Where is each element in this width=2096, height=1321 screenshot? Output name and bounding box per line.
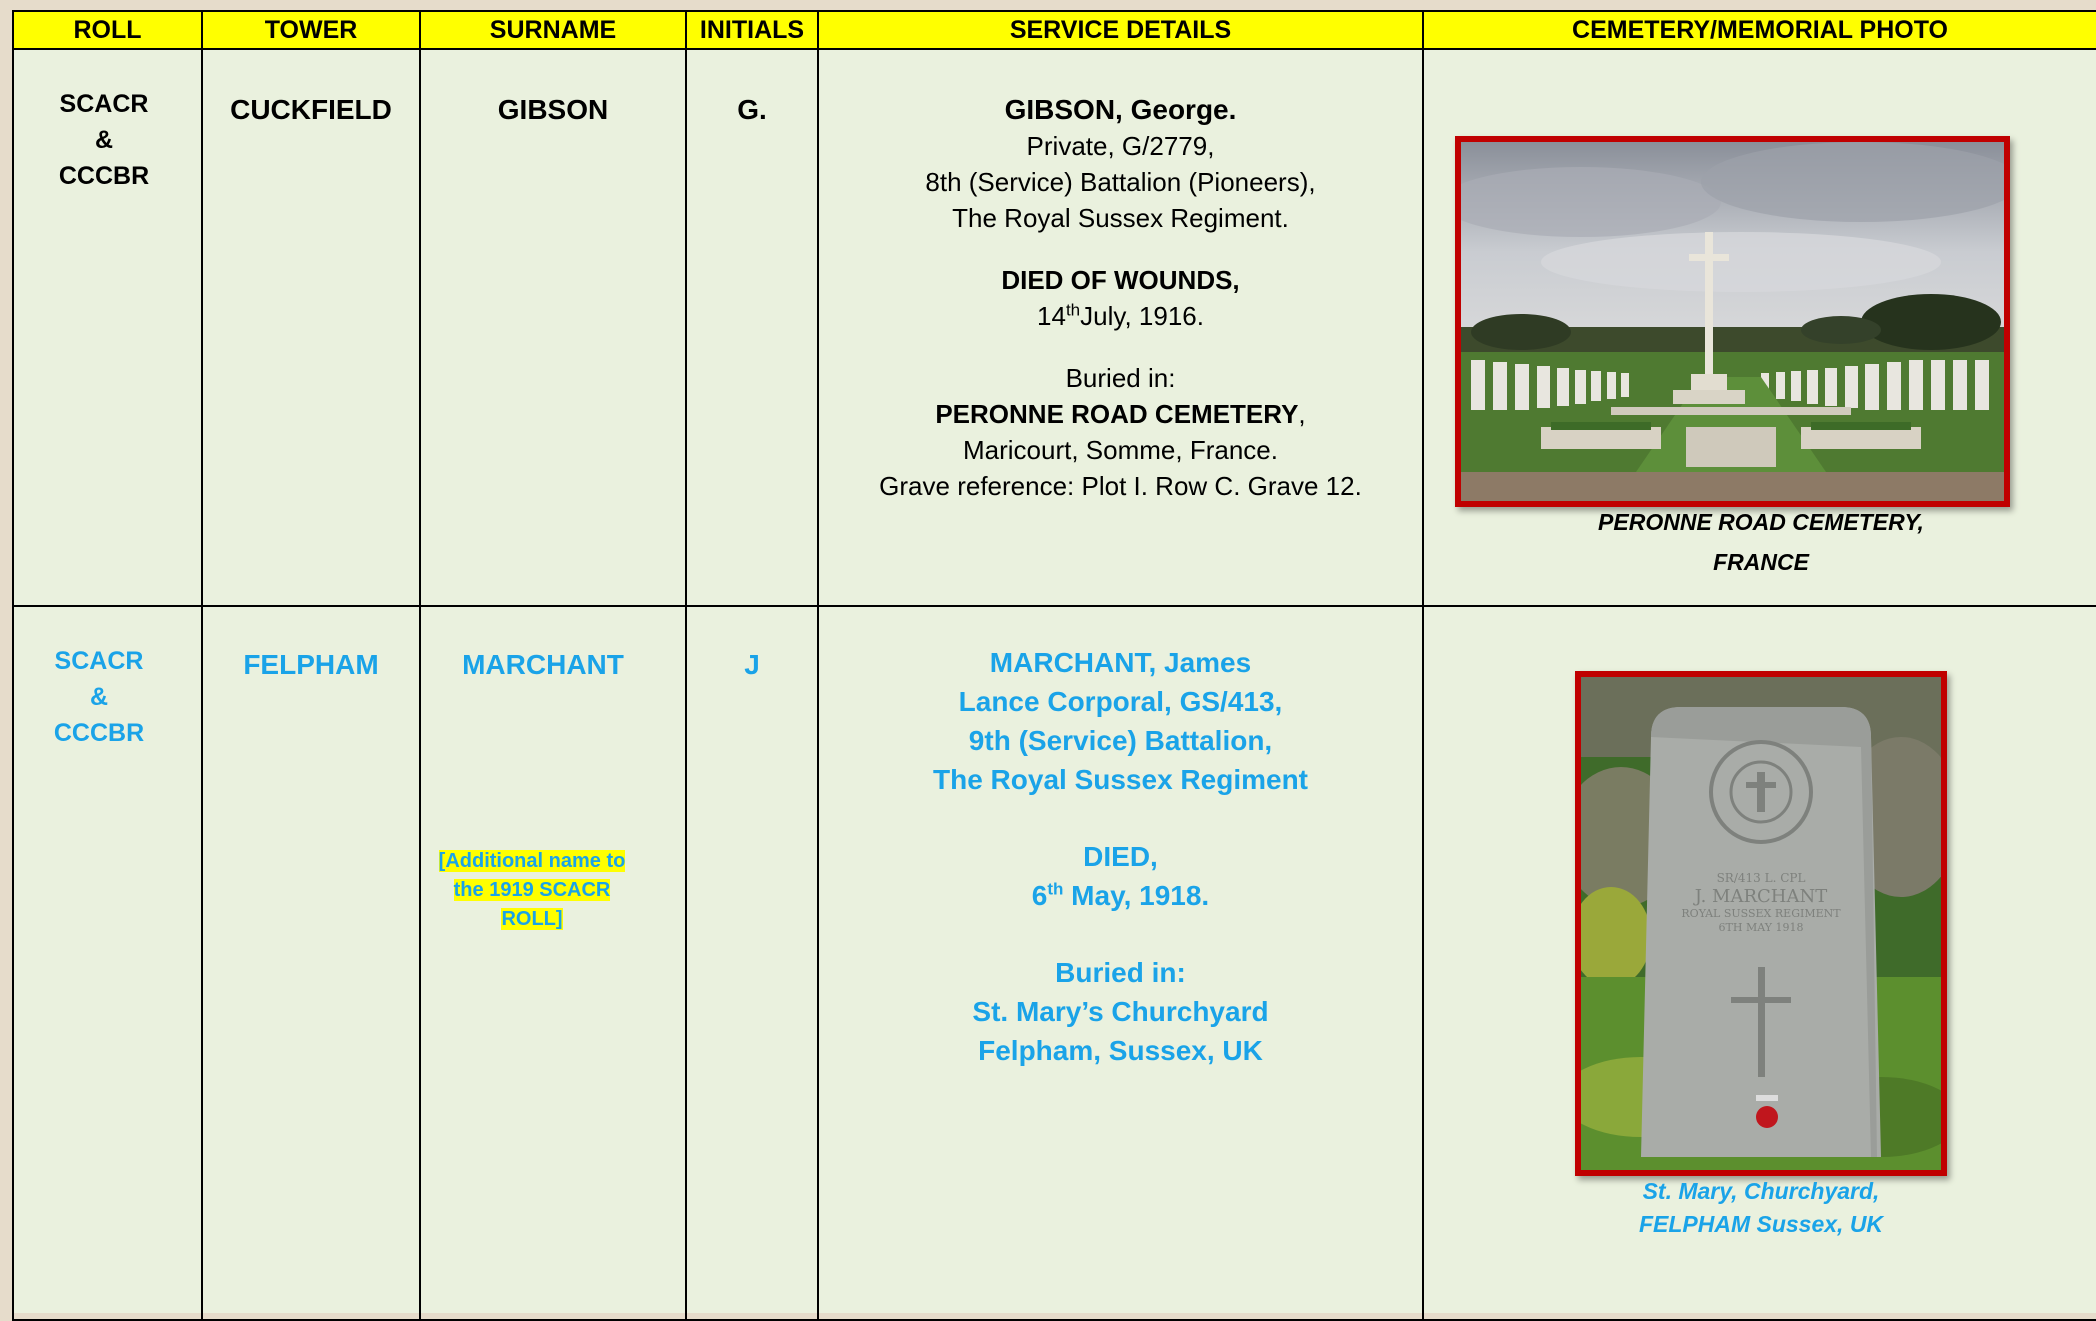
roll-line: SCACR [54,647,144,675]
service-name: MARCHANT, James [989,647,1252,678]
surname-cell [420,49,686,606]
buried-label: Buried in: [1065,363,1176,393]
header-photo: CEMETERY/MEMORIAL PHOTO [1423,11,2096,49]
roll-line: & [94,126,114,154]
service-unit: 8th (Service) Battalion (Pioneers), [925,167,1316,197]
surname: GIBSON [497,94,609,125]
tower-cell [202,49,420,606]
svg-text:SR/413 L. CPL: SR/413 L. CPL [1716,871,1806,885]
header-surname: SURNAME [420,11,686,49]
photo-caption-line: FRANCE [1713,549,1809,575]
service-name: GIBSON, George. [1004,94,1237,125]
photo-cell [1423,606,2096,1320]
roll-line: SCACR [59,90,149,118]
initials-cell [686,606,818,1320]
service-fate: DIED OF WOUNDS, [1001,265,1240,295]
service-date: 6th May, 1918. [1031,879,1210,911]
service-regiment: The Royal Sussex Regiment. [952,203,1289,233]
service-unit: 9th (Service) Battalion, [968,725,1273,756]
service-details-cell [818,606,1423,1320]
memorial-roll-page [12,10,2096,1313]
service-rank: Lance Corporal, GS/413, [958,686,1283,717]
svg-text:J. MARCHANT: J. MARCHANT [1694,886,1828,907]
svg-text:ROYAL SUSSEX REGIMENT: ROYAL SUSSEX REGIMENT [1681,907,1841,920]
roll-line: CCCBR [53,719,145,747]
cemetery-location: Maricourt, Somme, France. [963,435,1278,465]
tower-name: CUCKFIELD [230,94,392,125]
cemetery-photo-image [1461,142,2004,501]
cemetery-photo [1455,136,2010,507]
memorial-roll-table [12,10,2096,1321]
header-row [13,11,2096,49]
roll-cell [13,606,202,1320]
header-service-details: SERVICE DETAILS [818,11,1423,49]
photo-caption-line: FELPHAM Sussex, UK [1638,1211,1884,1237]
grave-reference: Grave reference: Plot I. Row C. Grave 12. [879,471,1362,501]
additional-name-note: [Additional name to the 1919 SCACR ROLL] [438,850,626,930]
headstone-photo [1575,671,1947,1176]
roll-line: CCCBR [58,162,150,190]
photo-caption-line: PERONNE ROAD CEMETERY, [1598,509,1924,535]
roll-cell [13,49,202,606]
initials: J [744,649,760,680]
roll-line: & [89,683,109,711]
cemetery-name: PERONNE ROAD CEMETERY, [935,399,1306,429]
cemetery-name: St. Mary’s Churchyard [972,996,1269,1027]
service-date: 14thJuly, 1916. [1037,300,1204,331]
photo-caption-line: St. Mary, Churchyard, [1642,1178,1880,1204]
table-row [13,606,2096,1320]
svg-text:6TH MAY 1918: 6TH MAY 1918 [1718,921,1804,934]
service-rank: Private, G/2779, [1026,131,1215,161]
service-fate: DIED, [1083,841,1158,872]
initials-cell [686,49,818,606]
tower-cell [202,606,420,1320]
header-tower: TOWER [202,11,420,49]
buried-label: Buried in: [1055,957,1186,988]
service-regiment: The Royal Sussex Regiment [932,764,1308,795]
table-row [13,49,2096,606]
service-details-cell [818,49,1423,606]
initials: G. [737,94,767,125]
surname: MARCHANT [462,649,624,680]
surname-cell [420,606,686,1320]
header-initials: INITIALS [686,11,818,49]
photo-cell [1423,49,2096,606]
header-roll: ROLL [13,11,202,49]
tower-name: FELPHAM [243,649,379,680]
headstone-photo-image [1581,677,1941,1170]
cemetery-location: Felpham, Sussex, UK [978,1035,1263,1066]
